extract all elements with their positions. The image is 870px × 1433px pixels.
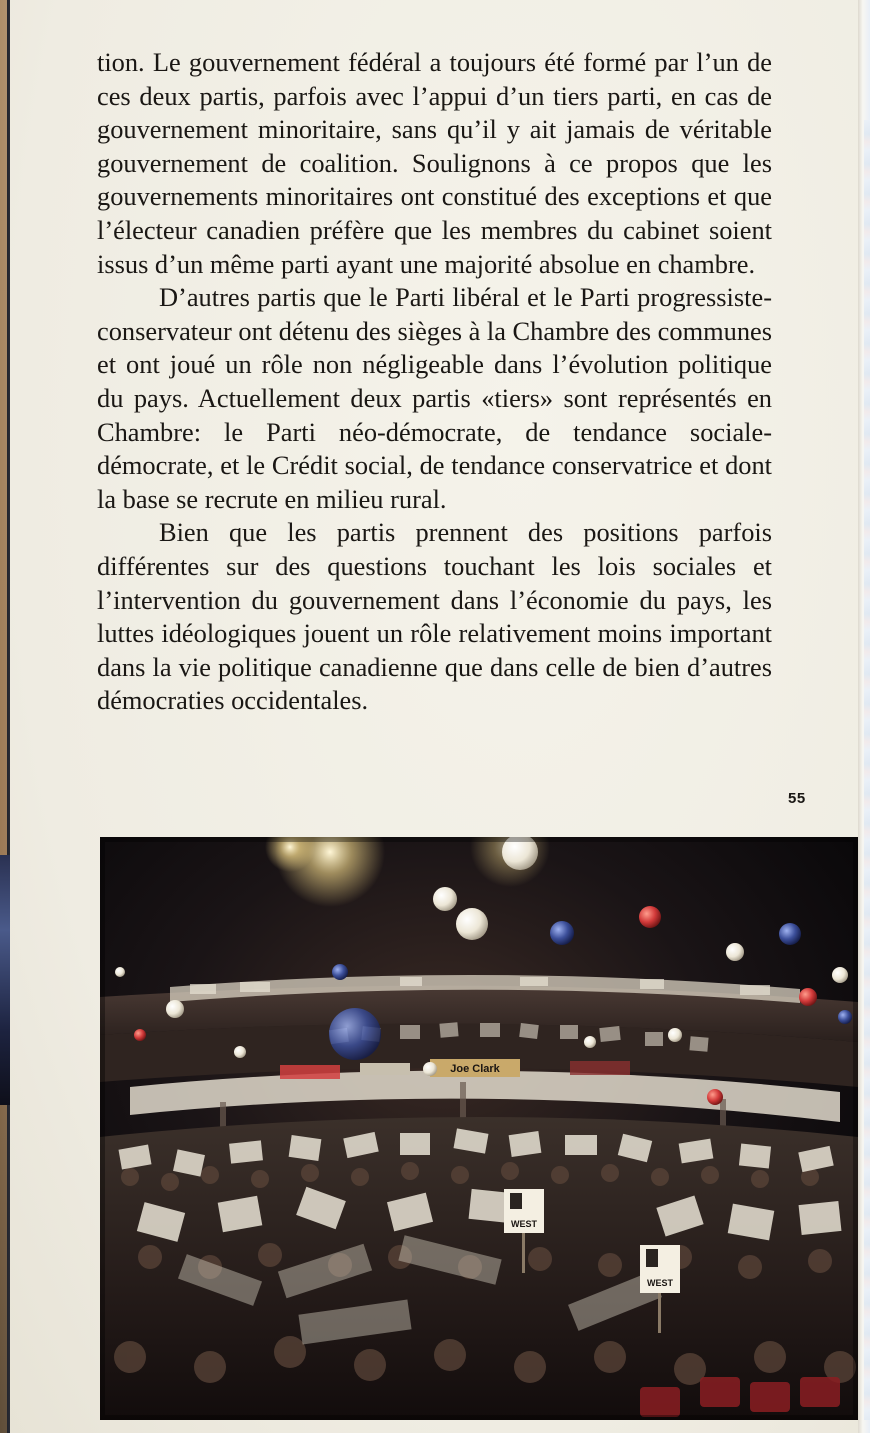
next-page-tint (864, 120, 870, 1420)
candidate-banner-text: Joe Clark (450, 1063, 500, 1075)
previous-page-photo-edge (0, 855, 10, 1105)
body-text (97, 46, 772, 718)
placard-text-2: WEST (647, 1278, 673, 1288)
book-binding-edge (0, 0, 10, 1433)
page-number: 55 (788, 790, 806, 807)
convention-hall-illustration (100, 837, 858, 1420)
paragraph-1: tion. Le gouvernement fédéral a toujours été formé par l’un de ces deux partis, parfois avec l’appui d’un tiers parti, en cas de gouvernement minoritaire, sans qu’il y ait jamais de véritable gouvernement de coalition. Soulignons à ce propos que les gouvernements minoritaires ont constitué des exceptions et que l’électeur canadien préfère que les membres du cabinet soient issus d’un même parti ayant une majorité absolue en chambre. (97, 47, 772, 279)
paragraph-3: Bien que les partis prennent des positions parfois différentes sur des questions touchant les lois sociales et l’intervention du gouvernement dans l’économie du pays, les luttes idéologiques jouent un rôle relativement moins important dans la vie politique canadienne que dans celle de bien d’autres démocraties occidentales. (97, 517, 772, 716)
convention-photo (100, 837, 858, 1420)
placard-text-1: WEST (511, 1219, 537, 1229)
previous-page-edge (0, 0, 7, 1433)
next-page-edge (858, 0, 870, 1433)
paragraph-2: D’autres partis que le Parti libéral et le Parti progressiste-conservateur ont détenu des sièges à la Chambre des communes et ont joué un rôle non négligeable dans l’évolution politique du pays. Actuellement deux partis «tiers» sont représentés en Chambre: le Parti néo-démocrate, de tendance sociale-démocrate, et le Crédit social, de tendance conservatrice et dont la base se recrute en milieu rural. (97, 282, 772, 514)
